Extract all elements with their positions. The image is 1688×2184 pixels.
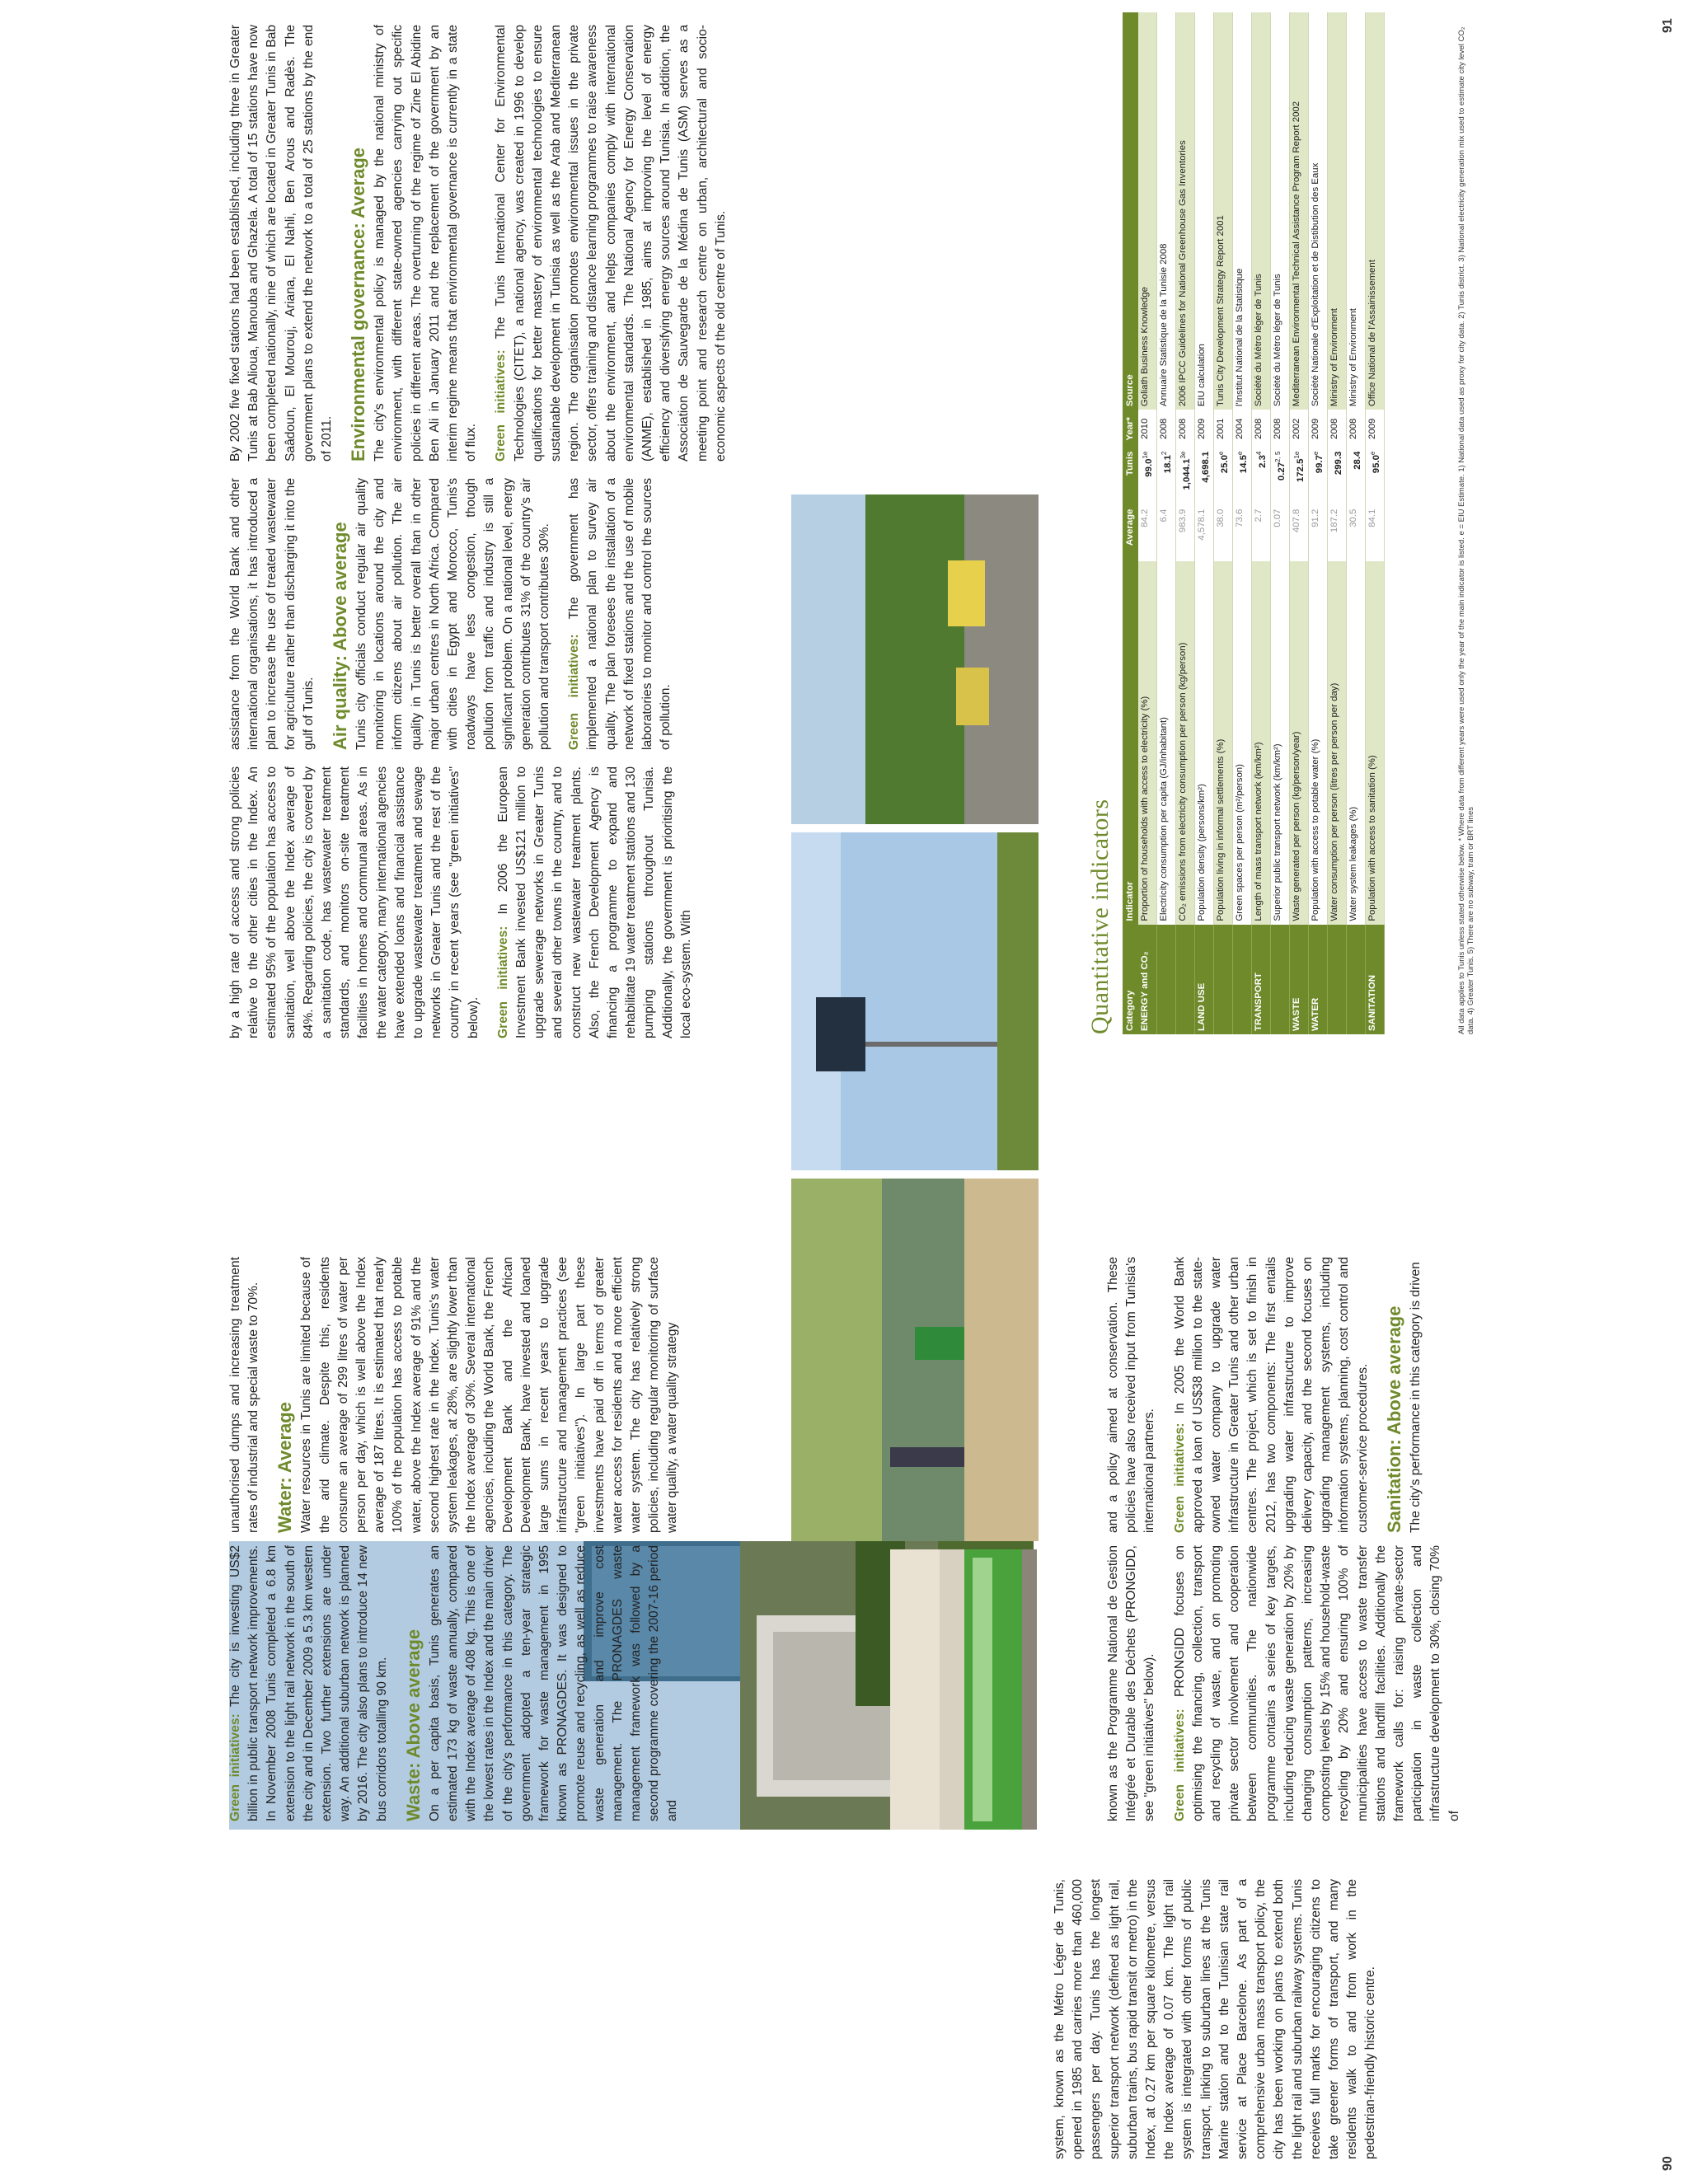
- year-cell: 2008: [1271, 410, 1290, 448]
- tunis-value: 1,044.1: [1182, 458, 1192, 490]
- quantitative-indicators-title: Quantitative indicators: [1086, 799, 1114, 1034]
- paragraph: [492, 25, 730, 462]
- paragraph-text: The city is investing US$2 billion in public transport network improvements. In November 2008 Tunis completed a 6.8 km extension to the light rail network in the south of the city and in December 2009 a 5.3 km western extension. Two further extensions are under way. An additional suburban network is planned by 2016. The city also plans to introduce 14 new bus corridors totalling 90 km.: [228, 1545, 389, 1821]
- paragraph: Tunis city officials conduct regular air quality monitoring in locations around the city and inform citizens about air pollution. The air quality in Tunis is better overall than in other major urban centres in North Africa. Compared with cities in Egypt and Morocco, Tunis's roadways have less congestion, though pollution from traffic and industry is still a significant problem. On a national level, energy generation contributes 31% of the country's air pollution and transport contributes 30%.: [354, 478, 552, 750]
- paragraph: The city's environmental policy is managed by the national ministry of environment, with different state-owned agencies carrying out specific policies in different areas. The overturning of the regime of Zine El Abidine Ben Ali in January 2011 and the replacement of the government by an interim regime means that environmental governance is currently in a state of flux.: [373, 25, 479, 462]
- table-row: [1328, 12, 1347, 1034]
- green-initiatives-label: Green initiatives:: [495, 926, 510, 1038]
- table-row: [1138, 12, 1157, 1034]
- green-initiatives-label: Green initiatives:: [228, 1713, 242, 1821]
- year-cell: 2008: [1347, 410, 1366, 448]
- average-cell: 84.2: [1138, 506, 1157, 561]
- text-column-4: [227, 1257, 682, 1533]
- table-row: [1347, 12, 1366, 1034]
- green-initiatives-label: Green initiatives:: [1172, 1708, 1187, 1821]
- year-cell: 2009: [1366, 410, 1385, 448]
- paragraph: [565, 478, 675, 750]
- footnote-marker: e: [1369, 451, 1377, 456]
- source-cell: Mediterranean Environmental Technical Assistance Program Report 2002: [1290, 12, 1309, 410]
- tunis-value-cell: [1138, 448, 1157, 506]
- text-column-2: [227, 1545, 682, 1821]
- category-cell: TRANSPORT: [1252, 925, 1271, 1034]
- tunis-value: 25.0: [1220, 455, 1230, 474]
- average-cell: 38.0: [1214, 506, 1233, 561]
- paragraph-text: PRONGIDD focuses on optimising the financing, collection, transport and recycling of waste, and on promoting private sector involvement and cooperation between communities. The nationwide programme contains a series of key targets, including reducing waste generation by 20% by changing consumption patterns, increasing composting levels by 15% and household-waste recycling by 20% and ensuring 100% of municipalities have access to waste transfer stations and landfill facilities. Additionally the framework calls for: raising private-sector participation in waste collection and infrastructure development to 30%, closing 70% of: [1172, 1545, 1461, 1821]
- category-cell: [1176, 925, 1195, 1034]
- tunis-value-cell: [1233, 448, 1252, 506]
- average-cell: 983.9: [1176, 506, 1195, 561]
- paragraph: [495, 766, 696, 1038]
- paragraph: [227, 1545, 392, 1821]
- footnote-marker: e: [1312, 451, 1320, 456]
- table-row: [1290, 12, 1309, 1034]
- average-cell: 84.1: [1366, 506, 1385, 561]
- category-cell: LAND USE: [1195, 925, 1214, 1034]
- indicator-cell: Proportion of households with access to electricity (%): [1138, 561, 1157, 925]
- tunis-value-cell: [1290, 448, 1309, 506]
- tunis-value-cell: [1195, 448, 1214, 506]
- source-cell: l'Institut National de la Statistique: [1233, 12, 1252, 410]
- source-cell: Office National de l'Assainissement: [1366, 12, 1385, 410]
- average-cell: 30.5: [1347, 506, 1366, 561]
- paragraph: and a policy aimed at conservation. These policies have also received input from Tunisia's international partners.: [1106, 1257, 1157, 1533]
- heading-environmental-governance: Environmental governance: Average: [348, 147, 369, 462]
- source-cell: Société Nationale d'Exploitation et de Distibution des Eaux: [1309, 12, 1328, 410]
- tunis-value-cell: [1214, 448, 1233, 506]
- text-column-3: [1104, 1545, 1464, 1821]
- green-initiatives-label: Green initiatives:: [567, 634, 582, 750]
- average-cell: 187.2: [1328, 506, 1347, 561]
- footnote-marker: 1e: [1293, 451, 1301, 459]
- indicator-cell: Water system leakages (%): [1347, 561, 1366, 925]
- green-initiatives-label: Green initiatives:: [1172, 1422, 1187, 1533]
- table-row: [1195, 12, 1214, 1034]
- tunis-value-cell: [1328, 448, 1347, 506]
- average-cell: 0.07: [1271, 506, 1290, 561]
- paragraph-text: In 2006 the European Investment Bank invested US$121 million to upgrade sewerage networks in Greater Tunis and several other towns in the country, and to construct new wastewater treatment plants. Also, the French Development Agency is financing a programme to expand and rehabilitate 19 water treatment stations and 130 pumping stations throughout Tunisia. Additionally, the government is prioritising the local eco-system. With: [495, 766, 693, 1038]
- tunis-value: 95.0: [1372, 455, 1381, 474]
- year-cell: 2008: [1252, 410, 1271, 448]
- footnote-marker: 4: [1255, 451, 1264, 456]
- category-cell: [1214, 925, 1233, 1034]
- table-header-cell: Source: [1123, 12, 1138, 410]
- table-header-row: [1123, 12, 1138, 1034]
- year-cell: 2010: [1138, 410, 1157, 448]
- source-cell: Société du Métro léger de Tunis: [1252, 12, 1271, 410]
- footnote-marker: e: [1217, 451, 1226, 456]
- text-column-5: [1104, 1257, 1425, 1533]
- tunis-value: 28.4: [1353, 451, 1362, 470]
- category-cell: WATER: [1309, 925, 1328, 1034]
- paragraph: system, known as the Métro Léger de Tunis, opened in 1985 and carries more than 460,000 passengers per day. Tunis has the longest superior transport network (defined as light rail, suburban trains, bus rapid transit or metro) in the Index, at 0.27 km per square kilometre, versus the Index average of 0.07 km. The light rail system is integrated with other forms of public transport, linking to suburban lines at the Tunis Marine station and to the Tunisian state rail service at Place Barcelone. As part of a comprehensive urban mass transport policy, the city has been working on plans to extend both the light rail and suburban railway systems. Tunis receives full marks for encouraging citizens to take greener forms of transport, and many residents walk to and from work in the pedestrian-friendly historic centre.: [1053, 1879, 1378, 2159]
- indicator-cell: Length of mass transport network (km/km²): [1252, 561, 1271, 925]
- photo-tram-street: [890, 1549, 1037, 1830]
- table-row: [1214, 12, 1233, 1034]
- table-header-cell: Tunis: [1123, 448, 1138, 506]
- average-cell: 4,578.1: [1195, 506, 1214, 561]
- table-row: [1309, 12, 1328, 1034]
- paragraph: Water resources in Tunis are limited because of the arid climate. Despite this, residents consume an average of 299 litres of water per person per day, which is well above the Index average of 187 litres. It is estimated that nearly 100% of the population has access to potable water, above the Index average of 91% and the second highest rate in the Index. Tunis's water system leakages, at 28%, are slightly lower than the Index average of 30%. Several international agencies, including the World Bank, the French Development Bank and the African Development Bank, have invested and loaned large sums in recent years to upgrade infrastructure and management practices (see "green initiatives"). In large part these investments have paid off in terms of greater water access for residents and a more efficient water system. The city has relatively strong policies, including regular monitoring of surface water quality, a water quality strategy: [299, 1257, 680, 1533]
- table-header-cell: Indicator: [1123, 561, 1138, 925]
- category-cell: [1157, 925, 1176, 1034]
- heading-water: Water: Average: [274, 1402, 296, 1533]
- indicator-cell: Population with access to potable water (%): [1309, 561, 1328, 925]
- source-cell: EIU calculation: [1195, 12, 1214, 410]
- photo-garden-bin: [791, 1179, 1039, 1541]
- tunis-value-cell: [1176, 448, 1195, 506]
- category-cell: [1233, 925, 1252, 1034]
- text-column-1: [1051, 1879, 1381, 2159]
- category-cell: ENERGY and CO₂: [1138, 925, 1157, 1034]
- heading-air-quality: Air quality: Above average: [330, 522, 351, 750]
- year-cell: 2001: [1214, 410, 1233, 448]
- photo-palm-street: [791, 494, 1039, 824]
- paragraph-text: The Tunis International Center for Environmental Technologies (CITET), a national agency, was created in 1996 to develop qualifications for better mastery of environmental technologies to ensure sustainable development in Tunisia as well as the Arab and Mediterranean region. The organisation promotes environmental issues in the private sector, offers training and distance learning programmes to raise awareness about the environment, and helps companies comply with international environmental standards. The National Agency for Energy Conservation (ANME), established in 1985, aims at improving the level of energy efficiency and diversifying energy sources around Tunisia. In addition, the Association de Sauvegarde de la Médina de Tunis (ASM) serves as a meeting point and research centre on urban, architectural and socio-economic aspects of the old centre of Tunis.: [494, 24, 728, 462]
- tunis-value-cell: [1366, 448, 1385, 506]
- text-column-8: [227, 25, 730, 462]
- paragraph: unauthorised dumps and increasing treatment rates of industrial and special waste to 70%.: [228, 1257, 261, 1533]
- source-cell: Annuaire Statistique de la Tunisie 2008: [1157, 12, 1176, 410]
- paragraph-text: The government has implemented a national plan to survey air quality. The plan foresees the installation of a network of fixed stations and the use of mobile laboratories to monitor and control the sources of pollution.: [567, 478, 673, 750]
- category-cell: SANITATION: [1366, 925, 1385, 1034]
- footnote-marker: e: [1236, 451, 1245, 456]
- indicator-cell: Green spaces per person (m²/person): [1233, 561, 1252, 925]
- year-cell: 2008: [1328, 410, 1347, 448]
- tunis-value-cell: [1271, 448, 1290, 506]
- average-cell: 2.7: [1252, 506, 1271, 561]
- indicator-cell: Superior public transport network (km/km²): [1271, 561, 1290, 925]
- page-number-right: 91: [1661, 18, 1675, 33]
- tunis-value: 14.5: [1239, 455, 1249, 474]
- table-row: [1233, 12, 1252, 1034]
- indicator-cell: Water consumption per person (litres per person per day): [1328, 561, 1347, 925]
- year-cell: 2002: [1290, 410, 1309, 448]
- footnote-marker: 2: [1160, 451, 1169, 456]
- tunis-value: 18.1: [1163, 455, 1173, 474]
- heading-sanitation: Sanitation: Above average: [1383, 1305, 1404, 1533]
- table-row: [1176, 12, 1195, 1034]
- footnote-marker: 2, 5: [1274, 451, 1282, 462]
- source-cell: Tunis City Development Strategy Report 2001: [1214, 12, 1233, 410]
- tunis-value: 2.3: [1258, 455, 1268, 468]
- source-cell: Goliath Business Knowledge: [1138, 12, 1157, 410]
- text-column-6: [227, 766, 696, 1038]
- paragraph: known as the Programme National de Gestion Intégrée et Durable des Déchets (PRONGIDD, see "green initiatives" below).: [1106, 1545, 1157, 1821]
- table-header-cell: Year*: [1123, 410, 1138, 448]
- year-cell: 2004: [1233, 410, 1252, 448]
- tunis-value: 172.5: [1296, 458, 1306, 483]
- source-cell: Ministry of Environment: [1328, 12, 1347, 410]
- category-cell: [1328, 925, 1347, 1034]
- table-row: [1366, 12, 1385, 1034]
- table-header-cell: Category: [1123, 925, 1138, 1034]
- table-header-cell: Average: [1123, 506, 1138, 561]
- footnote-marker: 3e: [1179, 451, 1188, 459]
- heading-waste: Waste: Above average: [402, 1629, 424, 1821]
- photo-solar-streetlight: [791, 832, 1039, 1170]
- footnote-marker: 1e: [1142, 451, 1150, 459]
- indicator-cell: Waste generated per person (kg/person/year): [1290, 561, 1309, 925]
- table-row: [1252, 12, 1271, 1034]
- paragraph: [1171, 1257, 1372, 1533]
- table-row: [1157, 12, 1176, 1034]
- category-cell: WASTE: [1290, 925, 1309, 1034]
- year-cell: 2008: [1157, 410, 1176, 448]
- text-column-7: [227, 478, 675, 750]
- year-cell: 2009: [1309, 410, 1328, 448]
- indicator-cell: Electricity consumption per capita (GJ/inhabitant): [1157, 561, 1176, 925]
- indicator-cell: Population living in informal settlements (%): [1214, 561, 1233, 925]
- average-cell: 91.2: [1309, 506, 1328, 561]
- indicator-cell: Population density (persons/km²): [1195, 561, 1214, 925]
- year-cell: 2008: [1176, 410, 1195, 448]
- average-cell: 73.6: [1233, 506, 1252, 561]
- paragraph: [1171, 1545, 1464, 1821]
- indicator-cell: Population with access to sanitation (%): [1366, 561, 1385, 925]
- quantitative-indicators-table: [1123, 12, 1385, 1034]
- green-initiatives-label: Green initiatives:: [494, 349, 509, 462]
- source-cell: 2006 IPCC Guidelines for National Greenhouse Gas Inventories: [1176, 12, 1195, 410]
- tunis-value-cell: [1157, 448, 1176, 506]
- table-row: [1271, 12, 1290, 1034]
- tunis-value-cell: [1309, 448, 1328, 506]
- tunis-value: 99.7: [1315, 455, 1325, 474]
- table-footnote: All data applies to Tunis unless stated otherwise below. * Where data from different years were used only the year of the main indicator is listed. e = EIU Estimate. 1) National data used as proxy for city data. 2) Tunis district. 3) National electricity generation mix used to estimate city level CO₂ data. 4) Greater Tunis. 5) There are no subway, tram or BRT lines: [1457, 26, 1475, 1034]
- indicator-cell: CO₂ emissions from electricity consumption per person (kg/person): [1176, 561, 1195, 925]
- tunis-value: 0.27: [1277, 462, 1287, 481]
- paragraph: The city's performance in this category is driven: [1408, 1262, 1423, 1533]
- year-cell: 2009: [1195, 410, 1214, 448]
- category-cell: [1271, 925, 1290, 1034]
- tunis-value: 99.0: [1144, 458, 1154, 477]
- paragraph: On a per capita basis, Tunis generates an estimated 173 kg of waste annually, compared with the Index average of 408 kg. This is one of the lowest rates in the Index and the main driver of the city's performance in this category. The government adopted a ten-year strategic framework for waste management in 1995 known as PRONAGDES. It was designed to promote reuse and recycling, as well as reduce waste generation and improve cost management. The PRONAGDES waste management framework was followed by a second programme covering the 2007-16 period and: [427, 1545, 680, 1821]
- tunis-value-cell: [1252, 448, 1271, 506]
- paragraph: assistance from the World Bank and other international organisations, it has introduced a plan to increase the use of treated wastewater for agriculture rather than discharging it into the gulf of Tunis.: [228, 478, 316, 750]
- average-cell: 407.8: [1290, 506, 1309, 561]
- average-cell: 6.4: [1157, 506, 1176, 561]
- tunis-value: 299.3: [1334, 451, 1343, 476]
- paragraph: By 2002 five fixed stations had been established, including three in Greater Tunis at Bab Alioua, Manouba and Ghazela. A total of 15 stations have now been completed nationally, nine of which are located in Greater Tunis in Bab Saâdoun, El Mourouj, Ariana, El Nahli, Ben Arous and Radès. The government plans to extend the network to a total of 25 stations by the end of 2011.: [228, 25, 335, 462]
- paragraph-text: In 2005 the World Bank approved a loan of US$38 million to the state-owned water company to upgrade water infrastructure in Greater Tunis and other urban centres. The project, which is set to finish in 2012, has two components: The first entails upgrading water infrastructure to improve delivery capacity, and the second focuses on upgrading management systems, including information systems, planning, cost control and customer-service procedures.: [1172, 1257, 1370, 1533]
- category-cell: [1347, 925, 1366, 1034]
- page-number-left: 90: [1661, 2156, 1675, 2171]
- source-cell: Ministry of Environment: [1347, 12, 1366, 410]
- tunis-value-cell: [1347, 448, 1366, 506]
- source-cell: Société du Métro léger de Tunis: [1271, 12, 1290, 410]
- paragraph: by a high rate of access and strong policies relative to the other cities in the Index. An estimated 95% of the population has access to sanitation, well above the Index average of 84%. Regarding policies, the city is covered by a sanitation code, has wastewater treatment standards, and monitors on-site treatment facilities in homes and communal areas. As in the water category, many international agencies have extended loans and financial assistance to upgrade wastewater treatment and sewage networks in Greater Tunis and the rest of the country in recent years (see "green initiatives" below).: [228, 766, 481, 1038]
- tunis-value: 4,698.1: [1201, 451, 1211, 483]
